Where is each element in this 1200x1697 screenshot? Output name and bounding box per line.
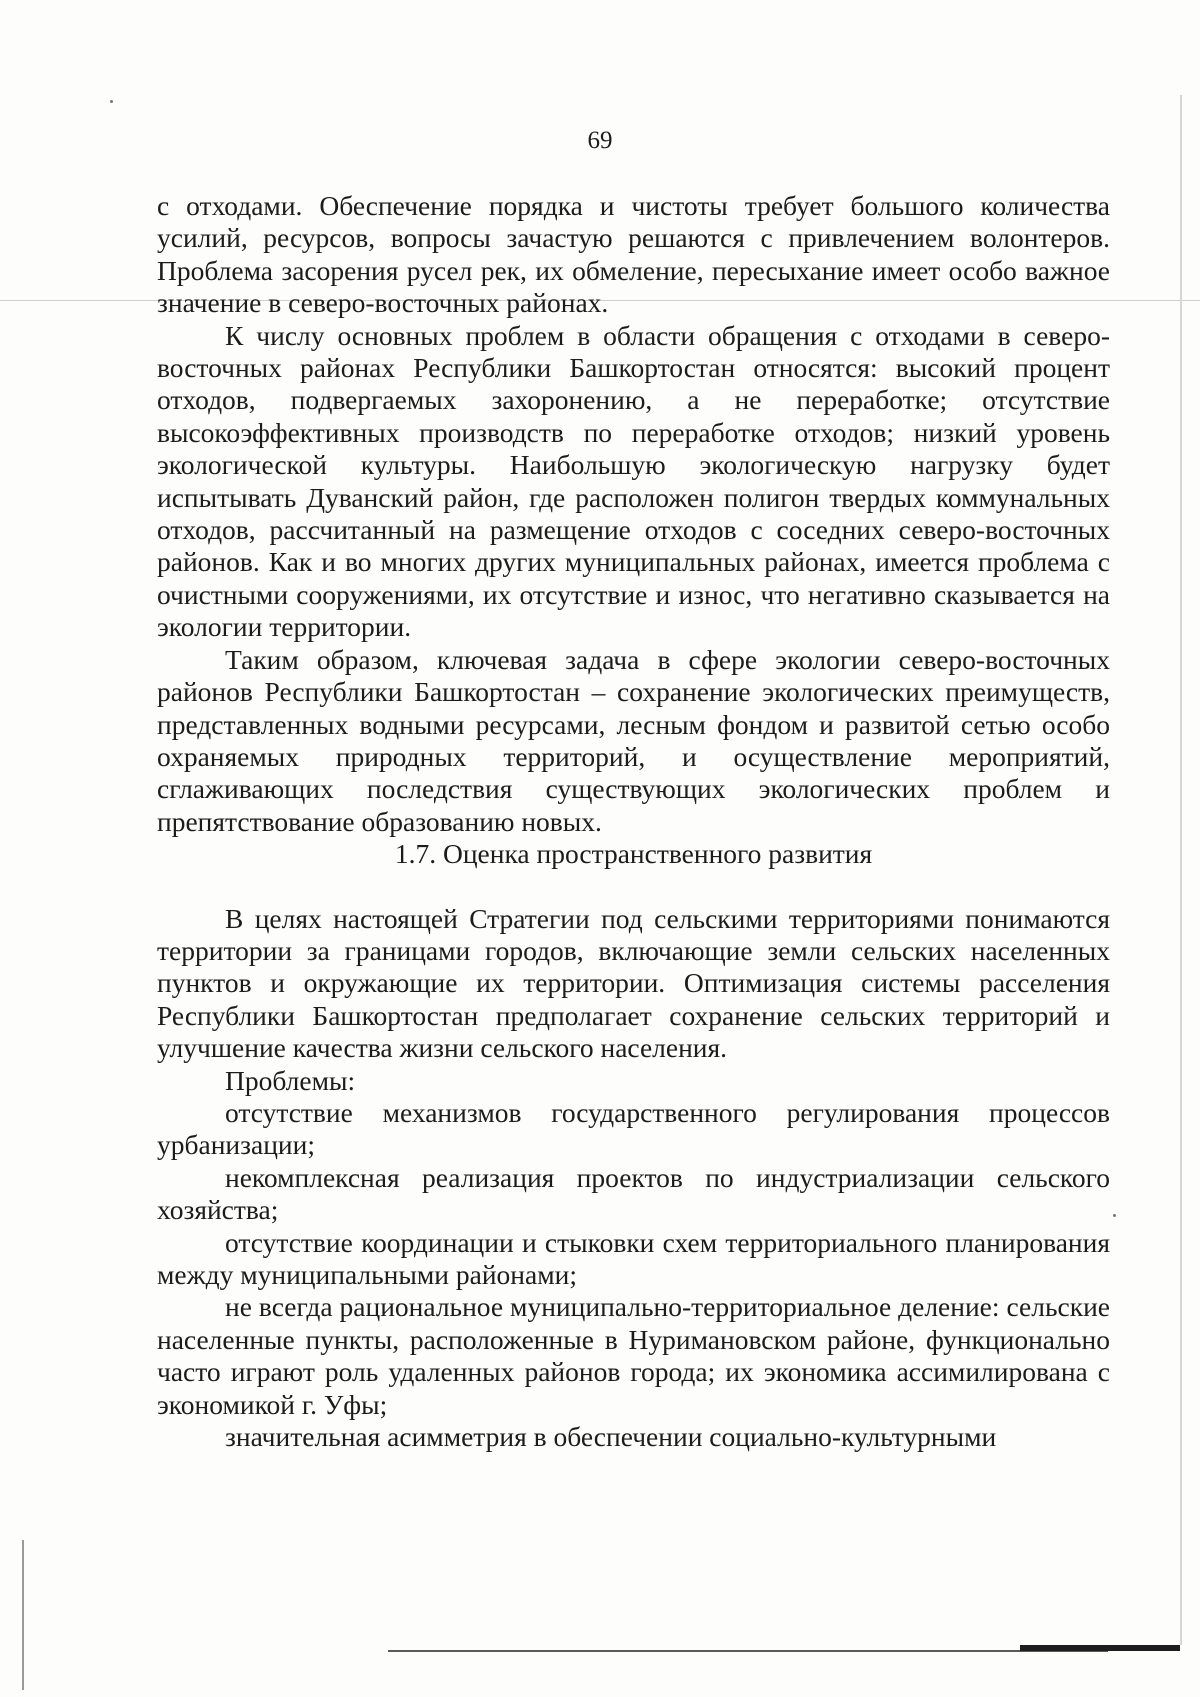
paragraph: К числу основных проблем в области обращения с отходами в северо-восточных районах Республики Башкортостан относятся: высокий процент отходов, подвергаемых захоронению, а не переработке; отсутствие высокоэффективных производств по переработке отходов; низкий уровень экологической культуры. Наибольшую экологическую нагрузку будет испытывать Дуванский район, где расположен полигон твердых коммунальных отходов, рассчитанный на размещение отходов с соседних северо-восточных районов. Как и во многих других муниципальных районах, имеется проблема с очистными сооружениями, их отсутствие и износ, что негативно сказывается на экологии территории. xyxy=(157,319,1110,643)
problem-item: значительная асимметрия в обеспечении социально-культурными xyxy=(225,1421,997,1453)
scan-artifact-left-edge xyxy=(22,1540,24,1690)
paragraph: Таким образом, ключевая задача в сфере экологии северо-восточных районов Республики Башкортостан – сохранение экологических преимуществ, представленных водными ресурсами, лесным фондом и развитой сетью особо охраняемых природных территорий, и осуществление мероприятий, сглаживающих последствия существующих экологических проблем и препятствование образованию новых. xyxy=(157,643,1110,837)
scan-artifact-dot xyxy=(110,100,113,103)
problem-item: некомплексная реализация проектов по индустриализации сельского хозяйства; xyxy=(157,1161,1110,1226)
problems-label: Проблемы: xyxy=(225,1064,356,1096)
section-heading: 1.7. Оценка пространственного развития xyxy=(394,838,873,870)
problem-item: отсутствие координации и стыковки схем территориального планирования между муниципальными районами; xyxy=(157,1226,1110,1290)
scan-artifact-bottom-line xyxy=(388,1650,1108,1652)
problem-item: отсутствие механизмов государственного регулирования процессов урбанизации; xyxy=(157,1096,1110,1161)
scan-artifact-dot xyxy=(1113,1214,1116,1217)
problem-item: не всегда рациональное муниципально-территориальное деление: сельские населенные пункты, расположенные в Нуримановском районе, функционально часто играют роль удаленных районов города; их экономика ассимилирована с экономикой г. Уфы; xyxy=(157,1291,1110,1420)
paragraph: В целях настоящей Стратегии под сельскими территориями понимаются территории за границами городов, включающие земли сельских населенных пунктов и окружающие их территории. Оптимизация системы расселения Республики Башкортостан предполагает сохранение сельских территорий и улучшение качества жизни сельского населения. xyxy=(157,902,1110,1064)
paragraph: с отходами. Обеспечение порядка и чистоты требует большого количества усилий, ресурсов, вопросы зачастую решаются с привлечением волонтеров. Проблема засорения русел рек, их обмеление, пересыхание имеет особо важное значение в северо-восточных районах. xyxy=(157,190,1110,319)
page-number: 69 xyxy=(587,127,613,154)
document-body xyxy=(157,190,1110,1453)
scan-artifact-bottom-bar xyxy=(1020,1645,1180,1651)
scan-artifact-right-edge xyxy=(1180,95,1182,1645)
